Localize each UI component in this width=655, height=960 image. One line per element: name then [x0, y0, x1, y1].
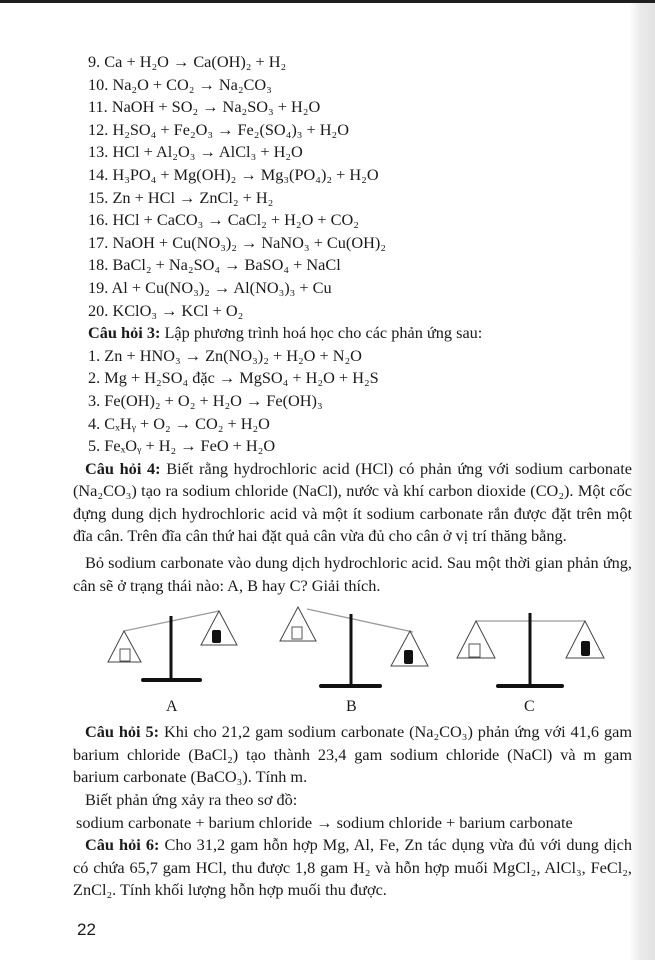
question-label: Câu hỏi 5:	[85, 722, 160, 742]
balance-scale-c	[457, 613, 604, 686]
equation-item: 5. FeₓOᵧ + H₂ → FeO + H₂O	[88, 436, 276, 456]
question-5	[73, 721, 632, 789]
question-label: Câu hỏi 3:	[88, 323, 161, 343]
question-text: Khi cho 21,2 gam sodium carbonate (Na₂CO₃) phản ứng với 41,6 gam barium chloride (BaCl₂) tạo thành 23,4 gam sodium chloride (NaCl) và m gam barium carbonate (BaCO₃). Tính m.	[73, 722, 632, 787]
equation-item: 4. CₓHᵧ + O₂ → CO₂ + H₂O	[88, 413, 270, 433]
equation-item: 9. Ca + H₂O → Ca(OH)₂ + H₂	[88, 52, 287, 71]
balance-scale-a	[108, 611, 237, 680]
question-4-instruction: Bỏ sodium carbonate vào dung dịch hydrochloric acid. Sau một thời gian phản ứng, cân sẽ ở trạng thái nào: A, B hay C? Giải thích.	[73, 553, 632, 595]
equation-item: 18. BaCl₂ + Na₂SO₄ → BaSO₄ + NaCl	[88, 255, 341, 275]
balance-scales-figure	[76, 599, 632, 719]
equation-item: 3. Fe(OH)₂ + O₂ + H₂O → Fe(OH)₃	[88, 390, 323, 410]
left-pan	[280, 607, 316, 641]
question-3-equations	[76, 345, 632, 458]
page-content	[73, 0, 632, 960]
equation-item: 13. HCl + Al₂O₃ → AlCl₃ + H₂O	[88, 142, 303, 162]
equation-item: 16. HCl + CaCO₃ → CaCl₂ + H₂O + CO₂	[88, 210, 359, 230]
question-5-scheme: sodium carbonate + barium chloride → sodium chloride + barium carbonate	[76, 812, 573, 832]
equation-item: 11. NaOH + SO₂ → Na₂SO₃ + H₂O	[88, 97, 321, 117]
weight-icon	[212, 630, 221, 643]
equation-item: 10. Na₂O + CO₂ → Na₂CO₃	[88, 74, 272, 94]
left-pan	[108, 631, 141, 662]
equation-item: 2. Mg + H₂SO₄ đặc → MgSO₄ + H₂O + H₂S	[88, 368, 379, 388]
question-5-note: Biết phản ứng xảy ra theo sơ đồ:	[85, 790, 298, 810]
weight-icon	[404, 650, 413, 664]
scale-label-b: B	[346, 698, 357, 716]
equation-item: 19. Al + Cu(NO₃)₂ → Al(NO₃)₃ + Cu	[88, 277, 332, 297]
beaker-icon	[120, 649, 130, 661]
question-3	[76, 322, 632, 345]
page-edge-shadow	[629, 3, 655, 960]
question-4	[73, 458, 632, 548]
weight-icon	[581, 641, 590, 656]
equation-item: 17. NaOH + Cu(NO₃)₂ → NaNO₃ + Cu(OH)₂	[88, 232, 386, 252]
equation-item: 1. Zn + HNO₃ → Zn(NO₃)₂ + H₂O + N₂O	[88, 345, 362, 365]
beaker-icon	[469, 644, 480, 657]
question-text: Biết rằng hydrochloric acid (HCl) có phản ứng với sodium carbonate (Na₂CO₃) tạo ra sodium chloride (NaCl), nước và khí carbon dioxide (CO₂). Một cốc đựng dung dịch hydrochloric acid và một ít sodium carbonate rắn được đặt trên một đĩa cân. Trên đĩa cân thứ hai đặt quả cân vừa đủ cho cân ở vị trí thăng bằng.	[73, 458, 632, 546]
left-pan	[457, 621, 495, 658]
equation-item: 12. H₂SO₄ + Fe₂O₃ → Fe₂(SO₄)₃ + H₂O	[88, 119, 349, 139]
question-6	[73, 834, 632, 902]
scale-beam	[307, 609, 413, 632]
equation-item: 20. KClO₃ → KCl + O₂	[88, 300, 244, 320]
scale-label-a: A	[166, 698, 178, 716]
balance-scale-b	[280, 607, 428, 686]
page-number: 22	[77, 920, 96, 939]
question-text: Cho 31,2 gam hỗn hợp Mg, Al, Fe, Zn tác dụng vừa đủ với dung dịch có chứa 65,7 gam HCl, thu được 1,8 gam H₂ và hỗn hợp muối MgCl₂, AlCl₃, FeCl₂, ZnCl₂. Tính khối lượng hỗn hợp muối thu được.	[73, 835, 632, 900]
equation-item: 15. Zn + HCl → ZnCl₂ + H₂	[88, 187, 274, 207]
question-text: Lập phương trình hoá học cho các phản ứng sau:	[160, 323, 483, 343]
question-label: Câu hỏi 4:	[85, 458, 161, 478]
equation-item: 14. H₃PO₄ + Mg(OH)₂ → Mg₃(PO₄)₂ + H₂O	[88, 164, 379, 184]
equation-list-continued	[76, 51, 632, 322]
balance-scales-svg	[0, 599, 655, 699]
scale-label-c: C	[524, 698, 535, 716]
beaker-icon	[292, 627, 302, 639]
question-label: Câu hỏi 6:	[85, 835, 160, 855]
